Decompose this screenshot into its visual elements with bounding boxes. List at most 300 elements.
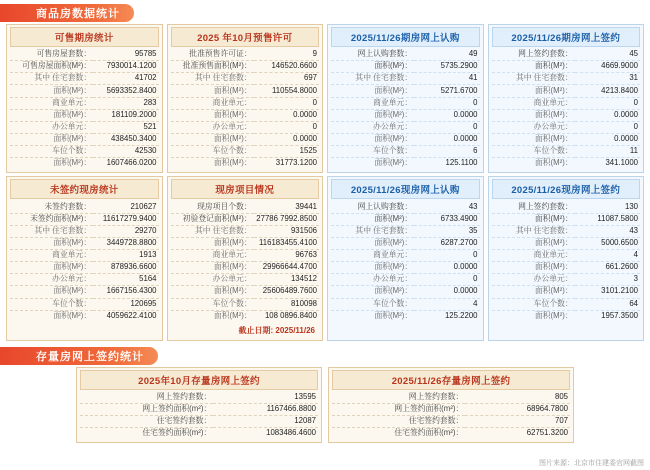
panel-title: 现房项目情况 bbox=[171, 179, 320, 199]
row-value: 39441 bbox=[254, 201, 319, 213]
row-value: 6733.4900 bbox=[414, 213, 479, 225]
row-label: 网上签约套数： bbox=[80, 392, 213, 404]
table-row bbox=[331, 109, 480, 121]
row-value: 878936.6600 bbox=[93, 262, 158, 274]
table-row bbox=[492, 249, 641, 261]
table-row bbox=[171, 286, 320, 298]
table-row bbox=[332, 416, 570, 428]
stats-table bbox=[80, 392, 318, 440]
row-value: 62751.3200 bbox=[526, 428, 568, 438]
row-value: 11087.5800 bbox=[575, 213, 640, 225]
row-value: 0.0000 bbox=[414, 133, 479, 145]
panel-presale-online-subscription bbox=[327, 24, 484, 173]
row-label: 商业单元： bbox=[492, 97, 575, 109]
row-label: 网上认购套数： bbox=[331, 201, 414, 213]
row-label: 网上签约面积(m²)： bbox=[332, 403, 465, 415]
panel-presale-online-contract bbox=[488, 24, 645, 173]
row-value: 707 bbox=[465, 416, 570, 428]
panel-title: 2025/11/26期房网上认购 bbox=[331, 27, 480, 47]
row-label: 初验登记面积(M²)： bbox=[171, 213, 254, 225]
row-label: 住宅签约面积(m²)： bbox=[394, 428, 464, 438]
row-value: 9 bbox=[254, 49, 319, 61]
section-title: 商品房数据统计 bbox=[36, 8, 120, 20]
row-value: 0.0000 bbox=[414, 286, 479, 298]
row-label: 网上签约套数： bbox=[492, 201, 575, 213]
row-label: 面积(M²)： bbox=[10, 133, 93, 145]
row-label: 面积(M²)： bbox=[10, 85, 93, 97]
table-row bbox=[331, 85, 480, 97]
row-value: 4213.8400 bbox=[575, 85, 640, 97]
row-label: 住宅签约套数： bbox=[80, 416, 213, 428]
row-label: 面积(M²)： bbox=[10, 286, 93, 298]
table-row bbox=[171, 49, 320, 61]
row-label: 面积(M²)： bbox=[374, 310, 413, 320]
row-label: 可售房屋面积(M²)： bbox=[10, 61, 93, 73]
row-value: 13595 bbox=[213, 392, 318, 404]
row-label: 网上签约套数： bbox=[492, 49, 575, 61]
row-value: 12087 bbox=[213, 416, 318, 428]
row-value: 96763 bbox=[254, 249, 319, 261]
table-row bbox=[331, 97, 480, 109]
table-row bbox=[171, 133, 320, 145]
row-label: 面积(M²)： bbox=[492, 262, 575, 274]
table-row bbox=[331, 121, 480, 133]
row-label: 商业单元： bbox=[331, 249, 414, 261]
table-row bbox=[331, 225, 480, 237]
row-label: 面积(M²)： bbox=[534, 158, 573, 168]
row-label: 其中 住宅套数： bbox=[171, 73, 254, 85]
table-row bbox=[331, 146, 480, 158]
table-row bbox=[10, 85, 159, 97]
row-value: 25606489.7600 bbox=[254, 286, 319, 298]
table-row bbox=[10, 97, 159, 109]
row-value: 0 bbox=[575, 121, 640, 133]
stats-table bbox=[492, 201, 641, 321]
table-row bbox=[331, 237, 480, 249]
table-row bbox=[492, 274, 641, 286]
panel-title: 2025/11/26期房网上签约 bbox=[492, 27, 641, 47]
row-value: 49 bbox=[414, 49, 479, 61]
row-value: 0 bbox=[414, 249, 479, 261]
row-label: 批准预售许可证： bbox=[171, 49, 254, 61]
row-label: 其中 住宅套数： bbox=[492, 73, 575, 85]
report-page bbox=[0, 4, 650, 470]
row-value: 6287.2700 bbox=[414, 237, 479, 249]
row-value: 5000.6500 bbox=[575, 237, 640, 249]
row-label: 住宅签约套数： bbox=[332, 416, 465, 428]
banner-bar bbox=[0, 347, 158, 365]
row-label: 车位个数： bbox=[331, 298, 414, 310]
row-label: 车位个数： bbox=[492, 298, 575, 310]
row-label: 车位个数： bbox=[171, 146, 254, 158]
row-label: 面积(M²)： bbox=[171, 85, 254, 97]
stats-table bbox=[171, 201, 320, 321]
row-value: 4 bbox=[414, 298, 479, 310]
row-value: 931506 bbox=[254, 225, 319, 237]
row-label: 未签约套数： bbox=[10, 201, 93, 213]
table-row bbox=[331, 286, 480, 298]
row-label: 面积(M²)： bbox=[492, 109, 575, 121]
row-label: 面积(M²)： bbox=[53, 310, 92, 320]
row-label: 商业单元： bbox=[10, 97, 93, 109]
row-value: 3449728.8800 bbox=[93, 237, 158, 249]
row-label: 其中 住宅套数： bbox=[10, 73, 93, 85]
row-value: 0 bbox=[254, 121, 319, 133]
row-value: 43 bbox=[575, 225, 640, 237]
row-value: 0 bbox=[575, 97, 640, 109]
row-value: 661.2600 bbox=[575, 262, 640, 274]
row-label: 面积(M²)： bbox=[171, 262, 254, 274]
row-value: 45 bbox=[575, 49, 640, 61]
row-value: 43 bbox=[414, 201, 479, 213]
table-row bbox=[10, 237, 159, 249]
row-value: 283 bbox=[93, 97, 158, 109]
table-row bbox=[171, 146, 320, 158]
stats-grid-row-2 bbox=[0, 176, 650, 340]
row-label: 面积(M²)： bbox=[331, 262, 414, 274]
row-label: 面积(M²)： bbox=[492, 237, 575, 249]
table-row bbox=[492, 97, 641, 109]
row-label: 面积(M²)： bbox=[331, 286, 414, 298]
row-value: 1913 bbox=[93, 249, 158, 261]
row-value: 11 bbox=[575, 146, 640, 158]
row-label: 其中 住宅套数： bbox=[331, 73, 414, 85]
row-value: 31 bbox=[575, 73, 640, 85]
table-row bbox=[10, 286, 159, 298]
row-value: 0.0000 bbox=[575, 133, 640, 145]
row-value: 341.1000 bbox=[605, 158, 638, 168]
row-label: 面积(M²)： bbox=[213, 158, 252, 168]
table-row bbox=[492, 73, 641, 85]
row-value: 1607466.0200 bbox=[106, 158, 157, 168]
table-row bbox=[492, 225, 641, 237]
row-value: 5271.6700 bbox=[414, 85, 479, 97]
row-value: 5164 bbox=[93, 274, 158, 286]
table-row bbox=[171, 97, 320, 109]
row-label: 其中 住宅套数： bbox=[331, 225, 414, 237]
table-row bbox=[171, 249, 320, 261]
row-label: 面积(M²)： bbox=[331, 61, 414, 73]
row-value: 3 bbox=[575, 274, 640, 286]
row-value: 31773.1200 bbox=[275, 158, 317, 168]
row-value: 0 bbox=[414, 97, 479, 109]
row-value: 6 bbox=[414, 146, 479, 158]
row-label: 车位个数： bbox=[10, 146, 93, 158]
table-row bbox=[10, 133, 159, 145]
row-value: 120695 bbox=[93, 298, 158, 310]
table-row bbox=[171, 298, 320, 310]
row-label: 面积(M²)： bbox=[331, 133, 414, 145]
table-row bbox=[80, 392, 318, 404]
row-value: 110554.8000 bbox=[254, 85, 319, 97]
table-row bbox=[10, 61, 159, 73]
row-value: 0 bbox=[254, 97, 319, 109]
row-label: 网上认购套数： bbox=[331, 49, 414, 61]
table-row bbox=[171, 109, 320, 121]
row-label: 办公单元： bbox=[171, 121, 254, 133]
row-value: 181109.2000 bbox=[93, 109, 158, 121]
row-label: 面积(M²)： bbox=[492, 85, 575, 97]
row-value: 125.2200 bbox=[444, 310, 478, 320]
banner-bar bbox=[0, 4, 134, 22]
row-value: 68964.7800 bbox=[465, 403, 570, 415]
row-label: 车位个数： bbox=[331, 146, 414, 158]
image-source-caption: 图片来源：北京市住建委官网截图 bbox=[539, 460, 644, 467]
row-label: 商业单元： bbox=[331, 97, 414, 109]
table-row bbox=[492, 213, 641, 225]
row-label: 面积(M²)： bbox=[10, 237, 93, 249]
row-value: 95785 bbox=[93, 49, 158, 61]
stats-grid-row-3 bbox=[0, 367, 650, 444]
table-row bbox=[10, 310, 159, 322]
table-row bbox=[492, 85, 641, 97]
table-row bbox=[10, 213, 159, 225]
row-value: 27786 7992.8500 bbox=[254, 213, 319, 225]
row-value: 7930014.1200 bbox=[93, 61, 158, 73]
row-value: 0 bbox=[414, 121, 479, 133]
row-value: 805 bbox=[465, 392, 570, 404]
table-row bbox=[10, 225, 159, 237]
row-label: 现房项目个数： bbox=[171, 201, 254, 213]
table-row bbox=[492, 286, 641, 298]
row-value: 438450.3400 bbox=[93, 133, 158, 145]
table-row bbox=[171, 73, 320, 85]
table-row bbox=[492, 49, 641, 61]
row-value: 146520.6600 bbox=[254, 61, 319, 73]
table-row bbox=[80, 416, 318, 428]
row-label: 批准预售面积(M²)： bbox=[171, 61, 254, 73]
table-row bbox=[331, 298, 480, 310]
table-row bbox=[331, 249, 480, 261]
table-row bbox=[171, 201, 320, 213]
row-value: 116183455.4100 bbox=[254, 237, 319, 249]
table-row bbox=[492, 262, 641, 274]
row-value: 108 0896.8400 bbox=[264, 310, 317, 320]
table-row bbox=[171, 310, 320, 322]
table-row bbox=[331, 158, 480, 170]
panel-title: 2025/11/26现房网上认购 bbox=[331, 179, 480, 199]
row-value: 1083486.4600 bbox=[266, 428, 316, 438]
row-value: 125.1100 bbox=[445, 158, 478, 168]
row-value: 4 bbox=[575, 249, 640, 261]
row-value: 0 bbox=[414, 274, 479, 286]
row-value: 35 bbox=[414, 225, 479, 237]
row-value: 41702 bbox=[93, 73, 158, 85]
panel-existing-online-contract bbox=[488, 176, 645, 340]
row-value: 521 bbox=[93, 121, 158, 133]
row-value: 29966644.4700 bbox=[254, 262, 319, 274]
table-row bbox=[10, 146, 159, 158]
panel-available-presale bbox=[6, 24, 163, 173]
stats-table bbox=[331, 49, 480, 169]
table-row bbox=[10, 158, 159, 170]
row-label: 车位个数： bbox=[171, 298, 254, 310]
row-label: 办公单元： bbox=[10, 121, 93, 133]
row-value: 5735.2900 bbox=[414, 61, 479, 73]
section-banner-stock-housing bbox=[0, 347, 650, 365]
stats-table bbox=[10, 49, 159, 169]
row-value: 697 bbox=[254, 73, 319, 85]
table-row bbox=[10, 109, 159, 121]
row-label: 面积(M²)： bbox=[171, 237, 254, 249]
row-label: 未签约面积(M²)： bbox=[10, 213, 93, 225]
row-value: 0.0000 bbox=[414, 109, 479, 121]
table-row bbox=[492, 121, 641, 133]
row-label: 车位个数： bbox=[10, 298, 93, 310]
row-label: 面积(M²)： bbox=[331, 213, 414, 225]
table-row bbox=[492, 61, 641, 73]
panel-title: 2025年10月存量房网上签约 bbox=[80, 370, 318, 390]
row-value: 0.0000 bbox=[254, 133, 319, 145]
row-value: 1525 bbox=[254, 146, 319, 158]
table-row bbox=[171, 262, 320, 274]
table-row bbox=[171, 121, 320, 133]
table-row bbox=[331, 73, 480, 85]
table-row bbox=[171, 213, 320, 225]
stats-table bbox=[332, 392, 570, 440]
row-label: 住宅签约面积(m²)： bbox=[142, 428, 212, 438]
row-value: 130 bbox=[575, 201, 640, 213]
panel-title: 可售期房统计 bbox=[10, 27, 159, 47]
table-row bbox=[171, 225, 320, 237]
row-label: 其中 住宅套数： bbox=[171, 225, 254, 237]
row-value: 1957.3500 bbox=[601, 310, 638, 320]
panel-existing-online-subscription bbox=[327, 176, 484, 340]
row-value: 210627 bbox=[93, 201, 158, 213]
row-value: 4059622.4100 bbox=[106, 310, 157, 320]
row-label: 车位个数： bbox=[492, 146, 575, 158]
table-row bbox=[171, 158, 320, 170]
panel-presale-permit-oct bbox=[167, 24, 324, 173]
row-label: 面积(M²)： bbox=[213, 310, 252, 320]
table-row bbox=[10, 274, 159, 286]
row-value: 134512 bbox=[254, 274, 319, 286]
table-row bbox=[10, 262, 159, 274]
table-row bbox=[492, 310, 641, 322]
table-row bbox=[331, 201, 480, 213]
panel-title: 2025 年10月预售许可 bbox=[171, 27, 320, 47]
row-label: 面积(M²)： bbox=[331, 237, 414, 249]
row-label: 办公单元： bbox=[492, 121, 575, 133]
row-value: 0.0000 bbox=[254, 109, 319, 121]
row-label: 网上签约面积(m²)： bbox=[80, 403, 213, 415]
table-row bbox=[331, 133, 480, 145]
stats-grid-row-1 bbox=[0, 24, 650, 173]
table-row bbox=[331, 262, 480, 274]
row-label: 商业单元： bbox=[10, 249, 93, 261]
table-row bbox=[10, 201, 159, 213]
row-label: 面积(M²)： bbox=[492, 61, 575, 73]
stats-table bbox=[10, 201, 159, 321]
table-row bbox=[492, 201, 641, 213]
table-row bbox=[492, 146, 641, 158]
table-row bbox=[10, 49, 159, 61]
row-label: 面积(M²)： bbox=[492, 133, 575, 145]
table-row bbox=[10, 298, 159, 310]
stats-table bbox=[171, 49, 320, 169]
row-label: 办公单元： bbox=[331, 121, 414, 133]
table-row bbox=[80, 403, 318, 415]
panel-unsigned-existing bbox=[6, 176, 163, 340]
stats-table bbox=[492, 49, 641, 169]
stats-table bbox=[331, 201, 480, 321]
row-value: 64 bbox=[575, 298, 640, 310]
table-row bbox=[331, 310, 480, 322]
row-label: 其中 住宅套数： bbox=[10, 225, 93, 237]
row-label: 其中 住宅套数： bbox=[492, 225, 575, 237]
row-label: 面积(M²)： bbox=[331, 85, 414, 97]
row-label: 面积(M²)： bbox=[534, 310, 573, 320]
row-value: 0.0000 bbox=[575, 109, 640, 121]
table-row bbox=[171, 85, 320, 97]
row-value: 11617279.9400 bbox=[93, 213, 158, 225]
row-value: 41 bbox=[414, 73, 479, 85]
table-row bbox=[10, 249, 159, 261]
table-row bbox=[332, 392, 570, 404]
row-label: 面积(M²)： bbox=[374, 158, 413, 168]
table-row bbox=[10, 121, 159, 133]
row-value: 0.0000 bbox=[414, 262, 479, 274]
table-row bbox=[171, 237, 320, 249]
row-label: 商业单元： bbox=[492, 249, 575, 261]
panel-stock-contract-daily bbox=[328, 367, 574, 444]
cutoff-date: 截止日期: 2025/11/26 bbox=[238, 325, 315, 335]
row-label: 面积(M²)： bbox=[492, 286, 575, 298]
panel-title: 2025/11/26存量房网上签约 bbox=[332, 370, 570, 390]
row-value: 4669.9000 bbox=[575, 61, 640, 73]
row-label: 可售房屋套数： bbox=[10, 49, 93, 61]
table-row bbox=[492, 298, 641, 310]
table-row bbox=[171, 274, 320, 286]
row-value: 29270 bbox=[93, 225, 158, 237]
table-row bbox=[331, 61, 480, 73]
row-label: 办公单元： bbox=[331, 274, 414, 286]
row-label: 办公单元： bbox=[10, 274, 93, 286]
table-row bbox=[492, 158, 641, 170]
row-label: 面积(M²)： bbox=[492, 213, 575, 225]
section-title: 存量房网上签约统计 bbox=[36, 350, 144, 363]
row-value: 3101.2100 bbox=[575, 286, 640, 298]
panel-existing-projects bbox=[167, 176, 324, 340]
table-row bbox=[331, 274, 480, 286]
row-value: 5693352.8400 bbox=[93, 85, 158, 97]
table-row bbox=[492, 109, 641, 121]
panel-stock-contract-oct bbox=[76, 367, 322, 444]
row-label: 面积(M²)： bbox=[171, 133, 254, 145]
panel-title: 2025/11/26现房网上签约 bbox=[492, 179, 641, 199]
table-row bbox=[80, 428, 318, 440]
row-value: 1667156.4300 bbox=[93, 286, 158, 298]
row-label: 面积(M²)： bbox=[10, 109, 93, 121]
table-row bbox=[331, 213, 480, 225]
table-row bbox=[492, 133, 641, 145]
row-label: 面积(M²)： bbox=[171, 109, 254, 121]
row-label: 办公单元： bbox=[492, 274, 575, 286]
section-banner-commodity-housing bbox=[0, 4, 650, 22]
row-label: 面积(M²)： bbox=[10, 262, 93, 274]
row-value: 1167466.8800 bbox=[213, 403, 318, 415]
table-row bbox=[171, 61, 320, 73]
panel-title: 未签约现房统计 bbox=[10, 179, 159, 199]
table-row bbox=[331, 49, 480, 61]
table-row bbox=[332, 403, 570, 415]
row-label: 商业单元： bbox=[171, 97, 254, 109]
row-label: 面积(M²)： bbox=[331, 109, 414, 121]
row-value: 42530 bbox=[93, 146, 158, 158]
row-label: 面积(M²)： bbox=[53, 158, 92, 168]
row-label: 面积(M²)： bbox=[171, 286, 254, 298]
row-label: 商业单元： bbox=[171, 249, 254, 261]
